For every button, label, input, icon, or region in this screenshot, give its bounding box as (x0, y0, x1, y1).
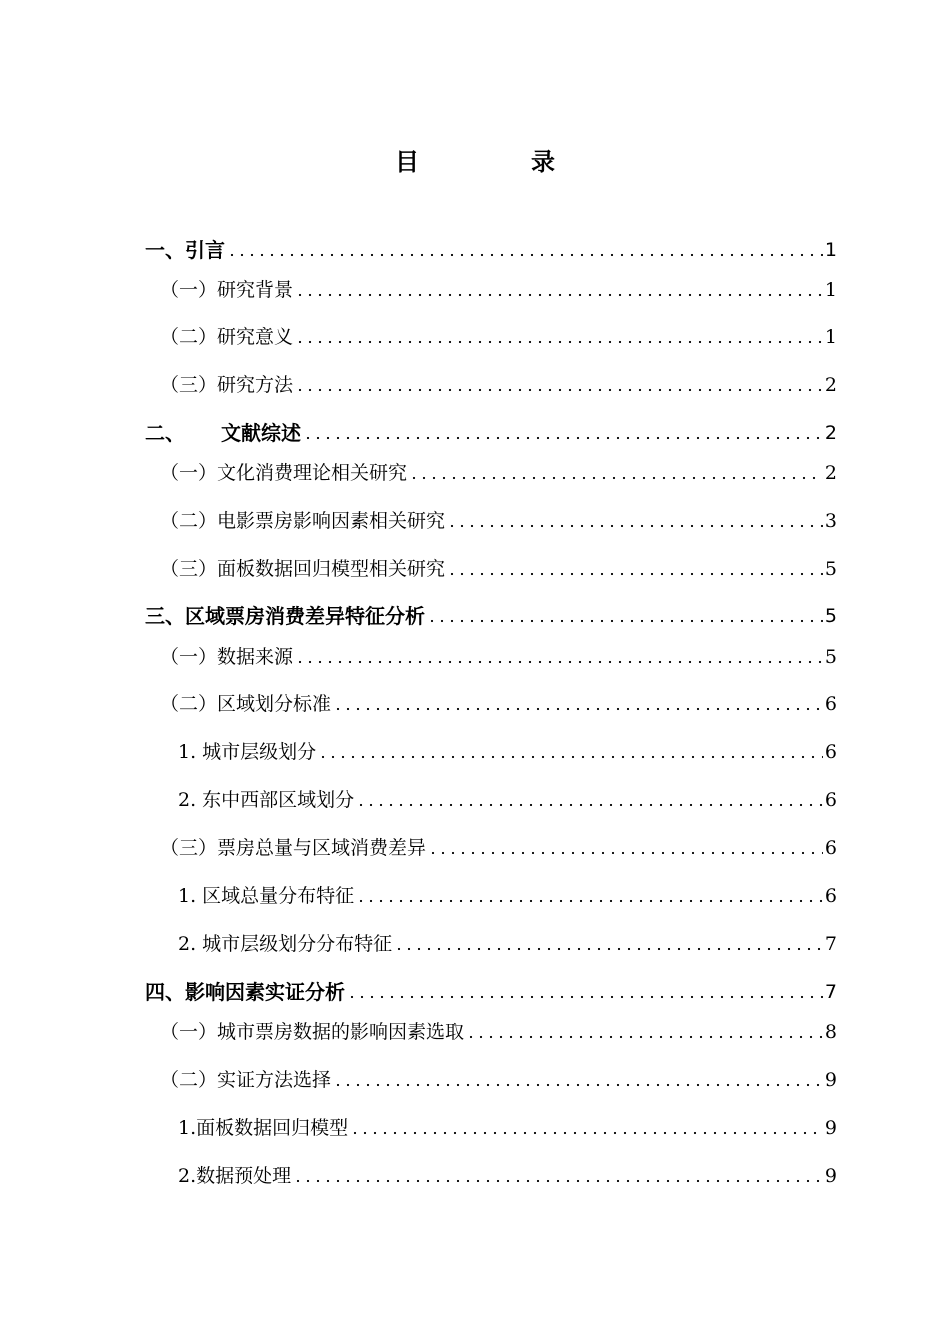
toc-entry[interactable] (145, 976, 837, 1004)
dot-leader (428, 851, 823, 855)
toc-entry[interactable] (160, 274, 837, 302)
toc-entry-page: 2 (824, 374, 837, 396)
toc-entry[interactable] (160, 688, 837, 716)
dot-leader (227, 253, 823, 257)
toc-entry[interactable] (178, 784, 837, 812)
toc-entry-page: 5 (824, 646, 837, 668)
toc-entry-label: 三、区域票房消费差异特征分析 (145, 604, 425, 628)
toc-entry-page: 6 (824, 885, 837, 907)
dot-leader (295, 293, 823, 297)
toc-entry[interactable] (178, 880, 837, 908)
dot-leader (318, 755, 823, 759)
toc-entry-page: 2 (824, 422, 837, 444)
dot-leader (394, 947, 823, 951)
dot-leader (466, 1035, 823, 1039)
toc-title: 目 录 (395, 148, 599, 176)
toc-entry-label: 1.面板数据回归模型 (178, 1117, 349, 1139)
toc-entry-page: 9 (824, 1117, 837, 1139)
toc-entry-label: （一）研究背景 (160, 279, 294, 301)
dot-leader (293, 1179, 823, 1183)
toc-entry[interactable] (178, 928, 837, 956)
toc-entry[interactable] (160, 505, 837, 533)
toc-entry-page: 1 (824, 279, 837, 301)
toc-entry-label: （三）研究方法 (160, 374, 294, 396)
toc-entry[interactable] (178, 736, 837, 764)
toc-entry[interactable] (160, 641, 837, 669)
dot-leader (447, 524, 823, 528)
toc-entry-label: （一）城市票房数据的影响因素选取 (160, 1021, 465, 1043)
dot-leader (347, 995, 823, 999)
dot-leader (333, 707, 823, 711)
dot-leader (350, 1131, 823, 1135)
toc-entry-label: 2.数据预处理 (178, 1165, 292, 1187)
toc-entry-label: 文献综述 (221, 421, 301, 445)
toc-entry-page: 5 (824, 605, 837, 627)
toc-entry[interactable] (145, 234, 837, 262)
toc-entry[interactable] (145, 417, 837, 445)
toc-entry-page: 6 (824, 741, 837, 763)
toc-entry-label: 1. 城市层级划分 (178, 741, 317, 763)
toc-entry-label: （一）数据来源 (160, 646, 294, 668)
toc-entry[interactable] (178, 1112, 837, 1140)
toc-entry-page: 6 (824, 837, 837, 859)
dot-leader (447, 572, 823, 576)
toc-entry-number: 二、 (145, 421, 185, 445)
toc-entry-page: 1 (824, 326, 837, 348)
dot-leader (427, 619, 823, 623)
toc-entry[interactable] (160, 832, 837, 860)
toc-entry-page: 6 (824, 693, 837, 715)
toc-entry-page: 9 (824, 1165, 837, 1187)
dot-leader (356, 899, 823, 903)
dot-leader (333, 1083, 823, 1087)
toc-entry[interactable] (160, 1016, 837, 1044)
toc-entry-label: （三）票房总量与区域消费差异 (160, 837, 427, 859)
toc-entry-label: 2. 东中西部区域划分 (178, 789, 355, 811)
toc-entry-label: （二）实证方法选择 (160, 1069, 332, 1091)
toc-entry[interactable] (178, 1160, 837, 1188)
toc-entry-label: （二）研究意义 (160, 326, 294, 348)
toc-entry-page: 7 (824, 933, 837, 955)
toc-entry-page: 8 (824, 1021, 837, 1043)
dot-leader (356, 803, 823, 807)
toc-entry-label: 1. 区域总量分布特征 (178, 885, 355, 907)
toc-entry[interactable] (160, 1064, 837, 1092)
dot-leader (295, 388, 823, 392)
toc-entry[interactable] (160, 321, 837, 349)
toc-entry[interactable] (160, 457, 837, 485)
toc-entry[interactable] (160, 369, 837, 397)
toc-entry[interactable] (145, 600, 837, 628)
dot-leader (303, 436, 823, 440)
toc-entry-page: 6 (824, 789, 837, 811)
toc-entry-page: 2 (824, 462, 837, 484)
toc-entry-page: 3 (824, 510, 837, 532)
toc-entry-page: 9 (824, 1069, 837, 1091)
dot-leader (295, 340, 823, 344)
toc-entry-label: 一、引言 (145, 238, 225, 262)
toc-entry[interactable] (160, 553, 837, 581)
toc-entry-label: （一）文化消费理论相关研究 (160, 462, 408, 484)
toc-entry-label: 四、影响因素实证分析 (145, 980, 345, 1004)
toc-entry-page: 5 (824, 558, 837, 580)
toc-entry-page: 1 (824, 239, 837, 261)
toc-entry-label: （二）电影票房影响因素相关研究 (160, 510, 446, 532)
toc-entry-label: （二）区域划分标准 (160, 693, 332, 715)
toc-entry-label: （三）面板数据回归模型相关研究 (160, 558, 446, 580)
dot-leader (295, 660, 823, 664)
dot-leader (409, 476, 823, 480)
toc-entry-label: 2. 城市层级划分分布特征 (178, 933, 393, 955)
toc-entry-page: 7 (824, 981, 837, 1003)
